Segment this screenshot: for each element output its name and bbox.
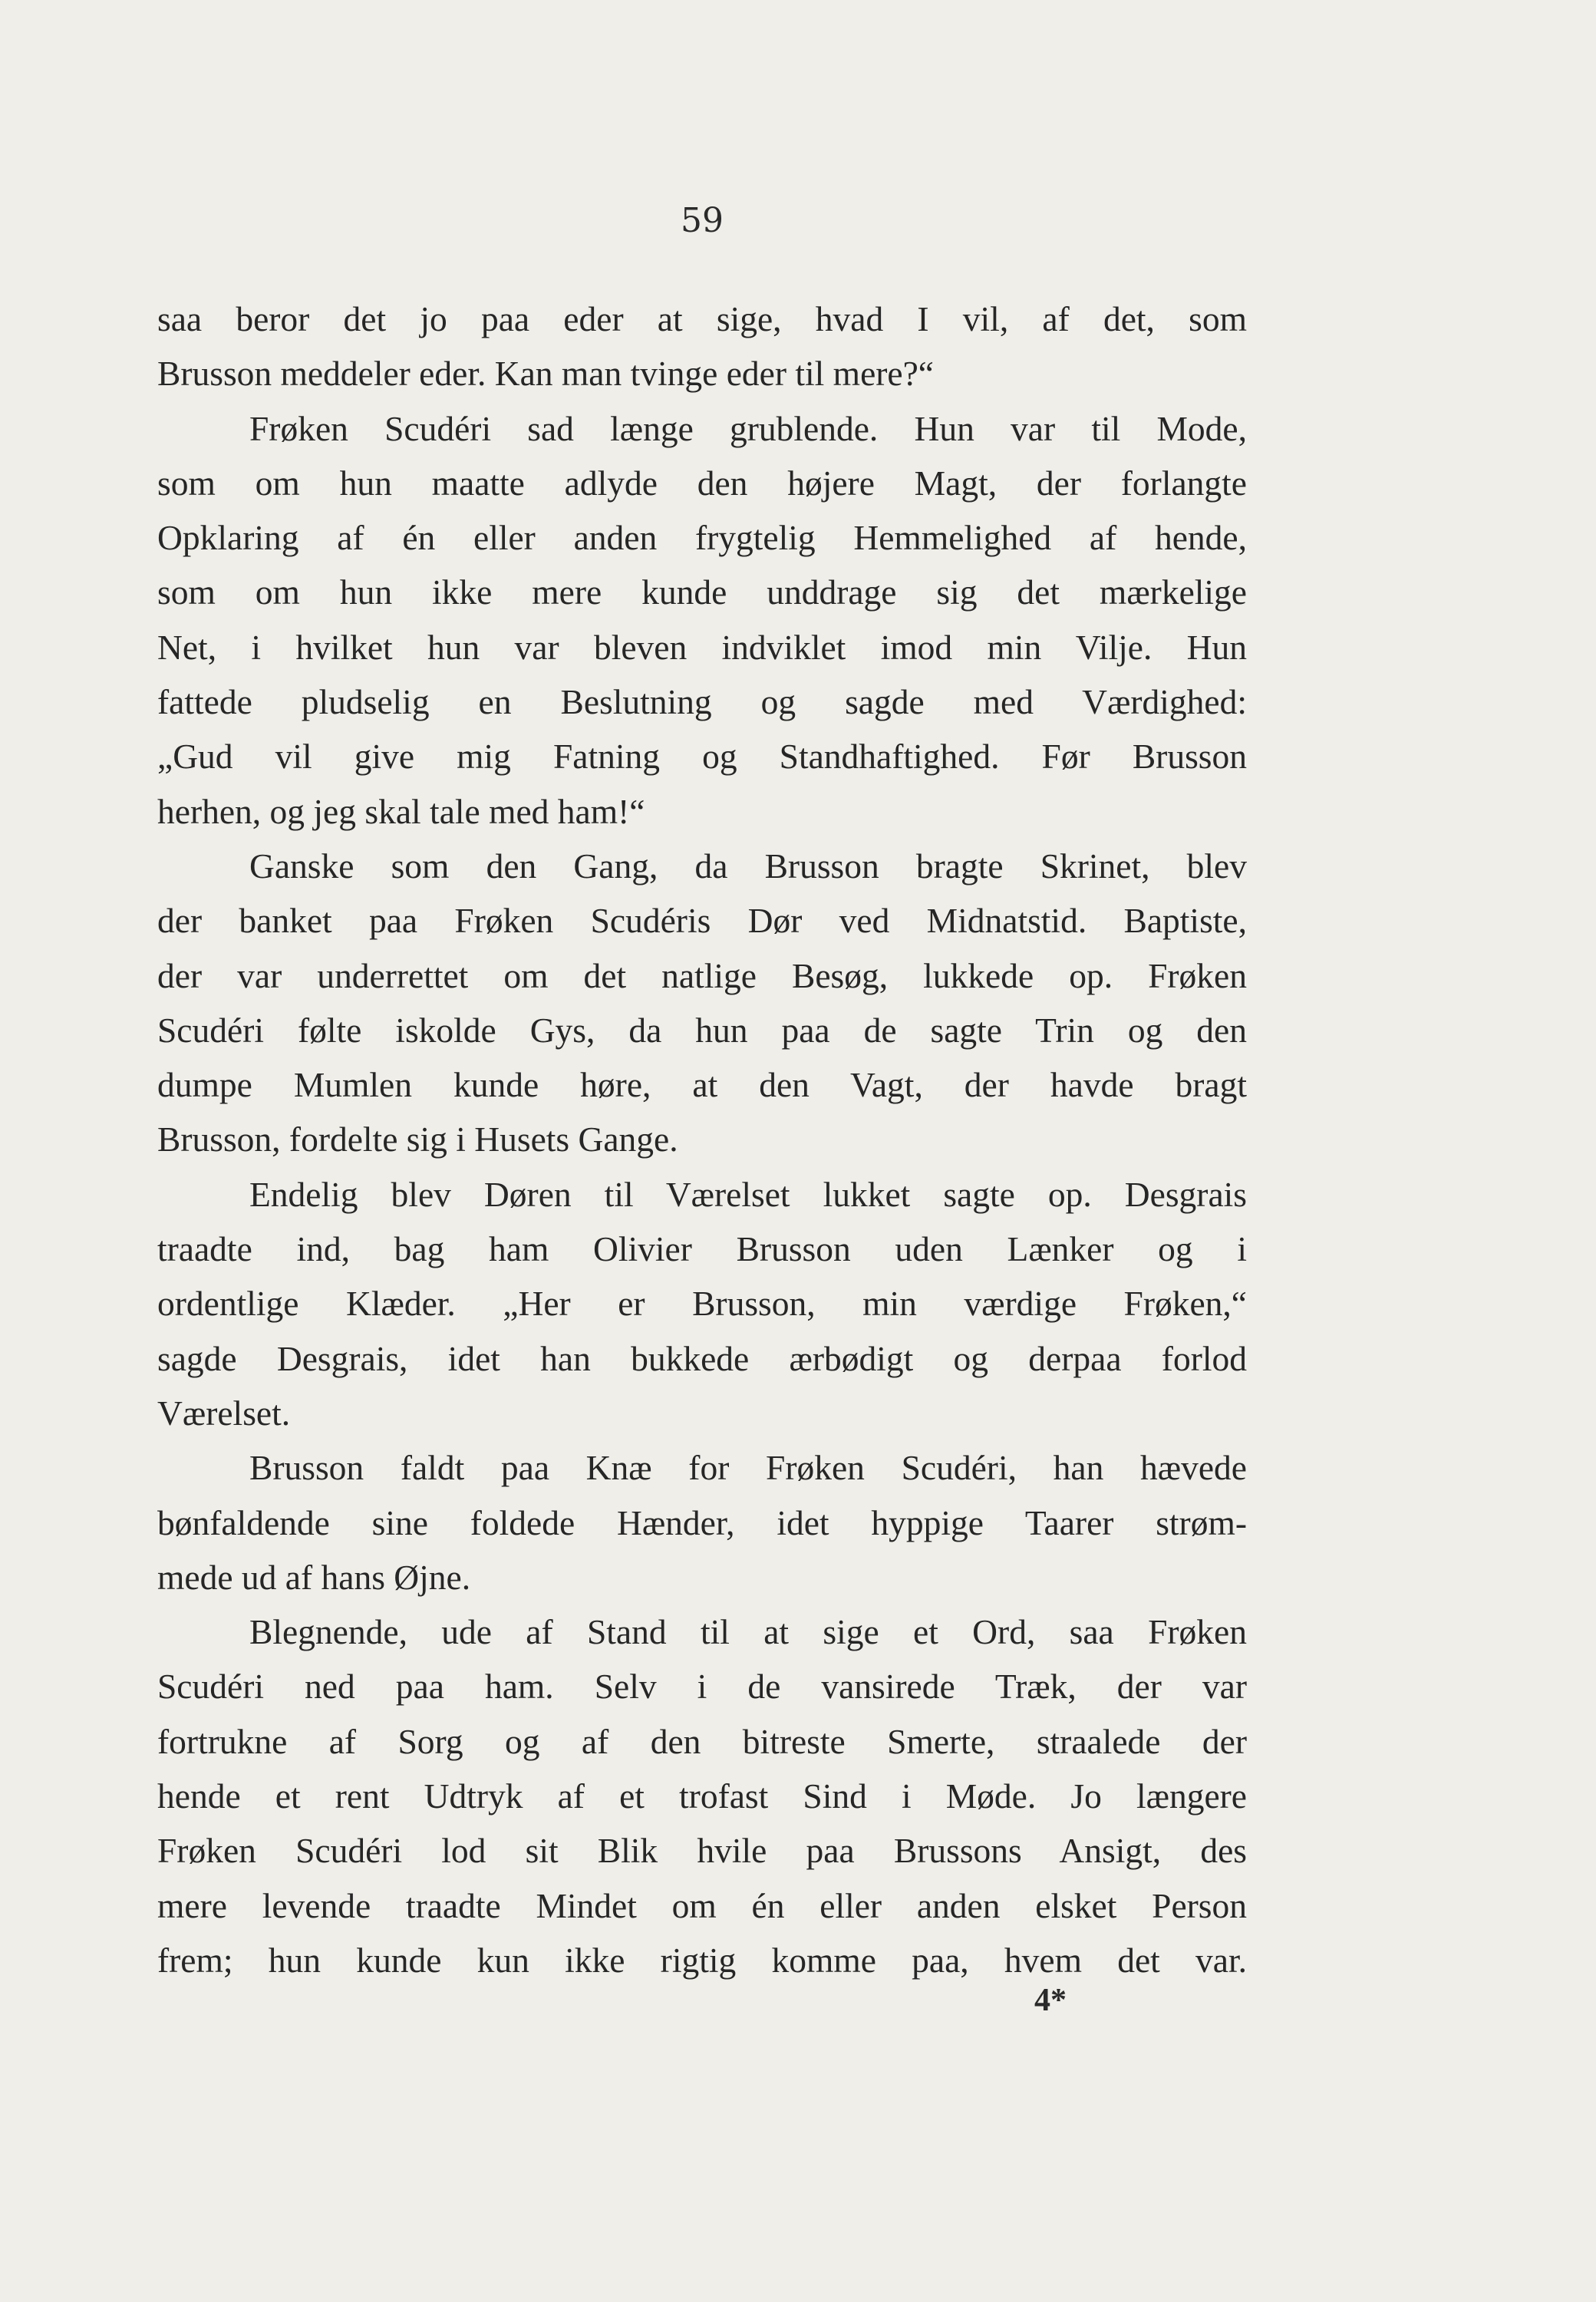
text-line: Ganske som den Gang, da Brusson bragte Skrinet, blev: [249, 846, 1247, 886]
text-line: fortrukne af Sorg og af den bitreste Smerte, straalede der: [157, 1721, 1247, 1761]
text-line: Brusson faldt paa Knæ for Frøken Scudéri, han hævede: [249, 1448, 1247, 1488]
text-line: Frøken Scudéri sad længe grublende. Hun var til Mode,: [249, 408, 1247, 448]
text-line: „Gud vil give mig Fatning og Standhaftighed. Før Brusson: [157, 737, 1247, 777]
text-line: Endelig blev Døren til Værelset lukket sagte op. Desgrais: [249, 1174, 1247, 1214]
text-line: der banket paa Frøken Scudéris Dør ved Midnatstid. Baptiste,: [157, 901, 1247, 941]
text-line: Værelset.: [157, 1393, 291, 1433]
signature-mark: 4*: [1034, 1983, 1067, 2018]
text-line: traadte ind, bag ham Olivier Brusson uden Lænker og i: [157, 1229, 1247, 1269]
text-line: som om hun ikke mere kunde unddrage sig det mærkelige: [157, 572, 1247, 612]
text-line: Frøken Scudéri lod sit Blik hvile paa Brussons Ansigt, des: [157, 1831, 1247, 1871]
text-line: Scudéri følte iskolde Gys, da hun paa de sagte Trin og den: [157, 1010, 1247, 1050]
text-line: dumpe Mumlen kunde høre, at den Vagt, der havde bragt: [157, 1065, 1247, 1105]
text-line: Brusson, fordelte sig i Husets Gange.: [157, 1120, 678, 1159]
text-line: fattede pludselig en Beslutning og sagde med Værdighed:: [157, 682, 1247, 722]
text-line: herhen, og jeg skal tale med ham!“: [157, 791, 645, 831]
text-line: Blegnende, ude af Stand til at sige et Ord, saa Frøken: [249, 1612, 1247, 1652]
text-line: der var underrettet om det natlige Besøg, lukkede op. Frøken: [157, 955, 1247, 995]
text-line: Net, i hvilket hun var bleven indviklet imod min Vilje. Hun: [157, 627, 1247, 667]
text-line: ordentlige Klæder. „Her er Brusson, min værdige Frøken,“: [157, 1284, 1247, 1324]
text-line: hende et rent Udtryk af et trofast Sind i Møde. Jo længere: [157, 1776, 1247, 1816]
text-line: sagde Desgrais, idet han bukkede ærbødigt og derpaa forlod: [157, 1338, 1247, 1378]
text-line: som om hun maatte adlyde den højere Magt, der forlangte: [157, 463, 1247, 503]
body-text: [157, 292, 1247, 1987]
text-line: Brusson meddeler eder. Kan man tvinge eder til mere?“: [157, 354, 934, 394]
text-line: Scudéri ned paa ham. Selv i de vansirede Træk, der var: [157, 1667, 1247, 1707]
text-line: mede ud af hans Øjne.: [157, 1557, 471, 1597]
text-line: saa beror det jo paa eder at sige, hvad I vil, af det, som: [157, 299, 1247, 338]
page-number: 59: [681, 201, 724, 240]
text-line: bønfaldende sine foldede Hænder, idet hyppige Taarer strøm-: [157, 1502, 1247, 1542]
text-line: frem; hun kunde kun ikke rigtig komme paa, hvem det var.: [157, 1940, 1247, 1980]
text-line: mere levende traadte Mindet om én eller anden elsket Person: [157, 1885, 1247, 1925]
text-line: Opklaring af én eller anden frygtelig Hemmelighed af hende,: [157, 518, 1247, 558]
